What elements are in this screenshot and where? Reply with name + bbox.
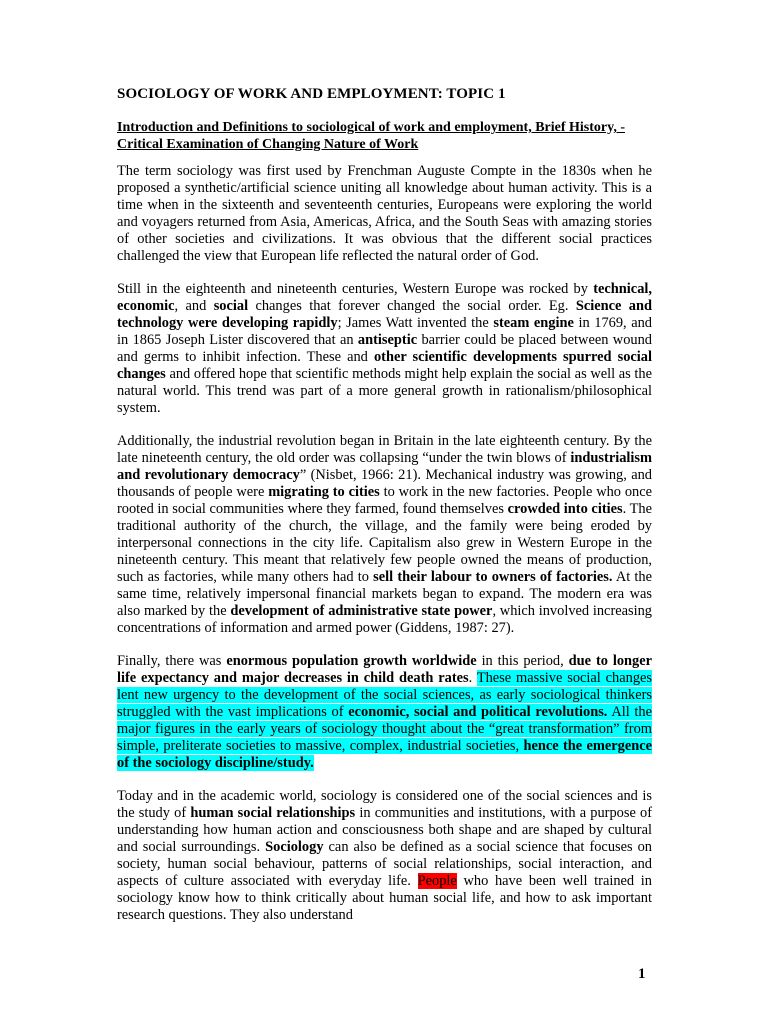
text-run: , and (174, 298, 214, 314)
section-heading: Introduction and Definitions to sociological of work and employment, Brief History, - Critical Examination of Changing Nature of Work (117, 120, 626, 152)
text-run: in this period, (476, 653, 569, 669)
bold-run: migrating to cities (268, 484, 380, 500)
text-run: At the same time, relatively impersonal financial markets began to expand. The modern era was also marked by the (117, 569, 652, 619)
bold-run: development of administrative state power (230, 603, 493, 619)
paragraph-4 (117, 653, 652, 772)
text-run: , which involved increasing concentrations of information and armed power (Giddens, 1987: 27). (117, 603, 652, 636)
bold-run: sell their labour to owners of factories. (373, 569, 613, 585)
bold-run: industrialism and revolutionary democracy (117, 450, 652, 483)
paragraph-3 (117, 433, 652, 637)
page-number: 1 (638, 966, 646, 982)
text-run: Still in the eighteenth and nineteenth centuries, Western Europe was rocked by (117, 281, 594, 297)
paragraph-1 (117, 163, 652, 265)
text-run: Additionally, the industrial revolution began in Britain in the late eighteenth century. By the late nineteenth century, the old order was collapsing “under the twin blows of (117, 433, 652, 466)
text-run: can also be defined as a social science that focuses on society, human social behaviour, patterns of social relationships, social interaction, and aspects of culture associated with everyday life. (117, 839, 653, 889)
text-run: in communities and institutions, with a purpose of understanding how human action and consciousness both shape and are shaped by cultural and social surroundings. (117, 805, 653, 855)
bold-run: crowded into cities (507, 501, 623, 517)
highlighted-run: These massive social changes lent new urgency to the development of the social sciences, as early sociological thinkers struggled with the vast implications of (117, 670, 652, 720)
text-run: Today and in the academic world, sociology is considered one of the social sciences and is the study of (117, 788, 652, 821)
document-body (117, 86, 652, 940)
text-run: barrier could be placed between wound and germs to inhibit infection. These and (117, 332, 652, 365)
document-title: SOCIOLOGY OF WORK AND EMPLOYMENT: TOPIC 1 (117, 86, 506, 102)
paragraph-5 (117, 788, 652, 924)
bold-run: enormous population growth worldwide (226, 653, 477, 669)
bold-run: antiseptic (357, 332, 418, 348)
bold-run: other scientific developments spurred social changes (117, 349, 652, 382)
text-run: ” (Nisbet, 1966: 21). Mechanical industry was growing, and thousands of people were (117, 467, 653, 500)
paragraph-1-text: The term sociology was first used by Frenchman Auguste Compte in the 1830s when he proposed a synthetic/artificial science uniting all knowledge about human activity. This is a time when in the sixteenth and seventeenth centuries, Europeans were exploring the world and voyagers returned from Asia, Americas, Africa, and the South Seas with amazing stories of other societies and civilizations. It was obvious that the different social practices challenged the view that European life reflected the natural order of God. (117, 163, 652, 264)
text-run: and offered hope that scientific methods might help explain the social as well as the natural world. This trend was part of a more general growth in rationalism/philosophical system. (117, 366, 652, 416)
bold-run: Science and technology were developing rapidly (117, 298, 653, 331)
highlighted-bold-run: hence the emergence of the sociology discipline/study. (117, 738, 652, 771)
bold-run: human social relationships (190, 805, 356, 821)
red-highlighted-word: People (417, 873, 457, 889)
text-run: changes that forever changed the social order. Eg. (248, 298, 576, 314)
bold-run: Sociology (265, 839, 324, 855)
highlighted-run: All the major figures in the early years of sociology thought about the “great transformation” from simple, preliterate societies to massive, complex, industrial societies, (117, 704, 652, 754)
paragraph-2 (117, 281, 652, 417)
text-run: who have been well trained in sociology know how to think critically about human social life, and how to ask important research questions. They also understand (117, 873, 652, 923)
text-run: . (468, 670, 477, 686)
text-run: to work in the new factories. People who once rooted in social communities where they farmed, found themselves (117, 484, 652, 517)
text-run: ; James Watt invented the (337, 315, 494, 331)
bold-run: technical, economic (117, 281, 652, 314)
bold-run: steam engine (493, 315, 574, 331)
text-run: . The traditional authority of the church, the village, and the family were being eroded by interpersonal connections in the city life. Capitalism also grew in Western Europe in the nineteenth century. This meant that relatively few people owned the means of production, such as factories, while many others had to (117, 501, 652, 585)
bold-run: due to longer life expectancy and major decreases in child death rates (117, 653, 653, 686)
bold-run: social (213, 298, 249, 314)
text-run: Finally, there was (117, 653, 227, 669)
text-run: in 1769, and in 1865 Joseph Lister discovered that an (117, 315, 652, 348)
highlighted-bold-run: economic, social and political revolutions. (348, 704, 608, 720)
